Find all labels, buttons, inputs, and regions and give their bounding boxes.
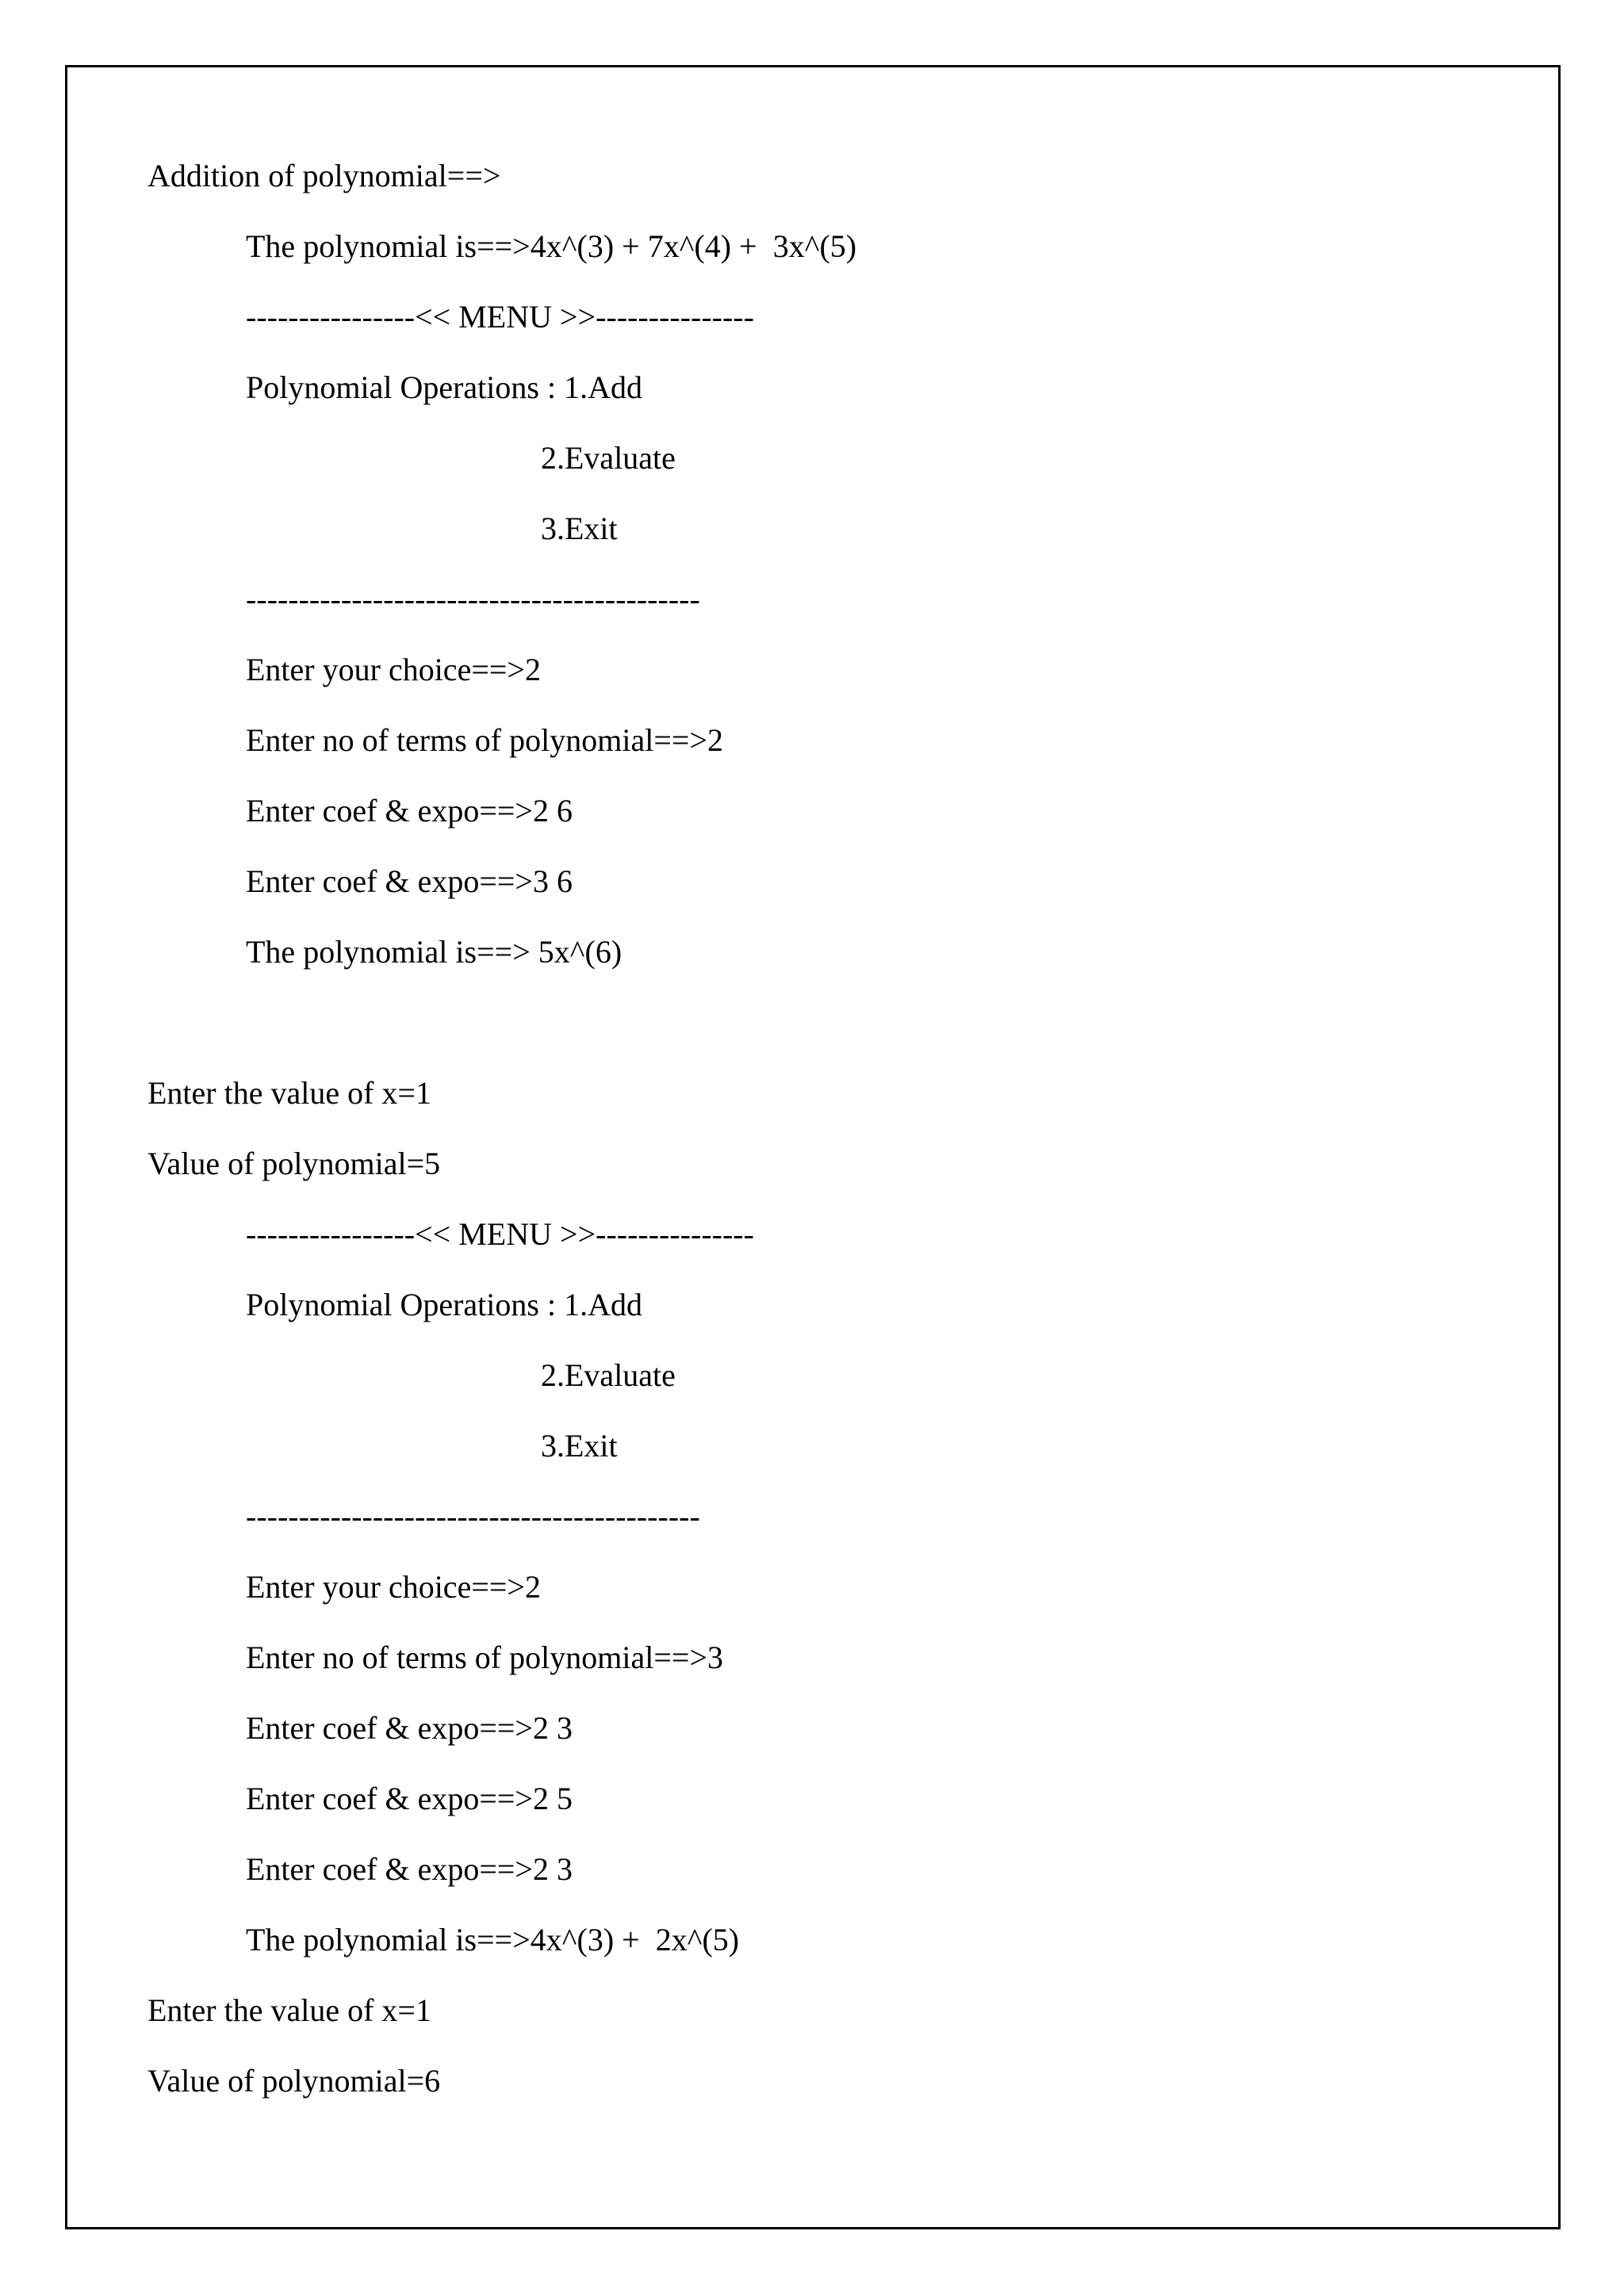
section-heading: Addition of polynomial==> [147, 158, 501, 193]
output-line: Enter no of terms of polynomial==>3 [246, 1640, 724, 1675]
output-line: Enter the value of x=1 [147, 1992, 431, 2028]
output-line: Enter your choice==>2 [246, 652, 541, 687]
output-line: Value of polynomial=5 [147, 1146, 441, 1181]
menu-divider: ------------------------------------------- [246, 581, 700, 617]
menu-divider: ------------------------------------------- [246, 1498, 700, 1534]
menu-header: ----------------<< MENU >>--------------- [246, 1216, 754, 1252]
menu-option: 2.Evaluate [541, 440, 676, 476]
output-line: Value of polynomial=6 [147, 2063, 441, 2099]
output-line: Enter coef & expo==>2 3 [246, 1710, 573, 1746]
output-line: Enter coef & expo==>2 5 [246, 1781, 573, 1816]
menu-option: 3.Exit [541, 1428, 618, 1464]
output-line: Enter no of terms of polynomial==>2 [246, 722, 724, 758]
output-line: The polynomial is==> 5x^(6) [246, 934, 622, 970]
output-line: Enter coef & expo==>3 6 [246, 863, 573, 899]
menu-option: 3.Exit [541, 511, 618, 546]
output-line: Enter your choice==>2 [246, 1569, 541, 1605]
menu-header: ----------------<< MENU >>--------------- [246, 299, 754, 335]
output-line: Enter coef & expo==>2 3 [246, 1851, 573, 1887]
output-line: Enter coef & expo==>2 6 [246, 793, 573, 828]
menu-option: Polynomial Operations : 1.Add [246, 369, 642, 405]
menu-option: 2.Evaluate [541, 1357, 676, 1393]
menu-option: Polynomial Operations : 1.Add [246, 1287, 642, 1322]
output-line: The polynomial is==>4x^(3) + 7x^(4) + 3x^(5) [246, 228, 857, 264]
output-line: The polynomial is==>4x^(3) + 2x^(5) [246, 1922, 740, 1957]
output-line: Enter the value of x=1 [147, 1075, 431, 1111]
